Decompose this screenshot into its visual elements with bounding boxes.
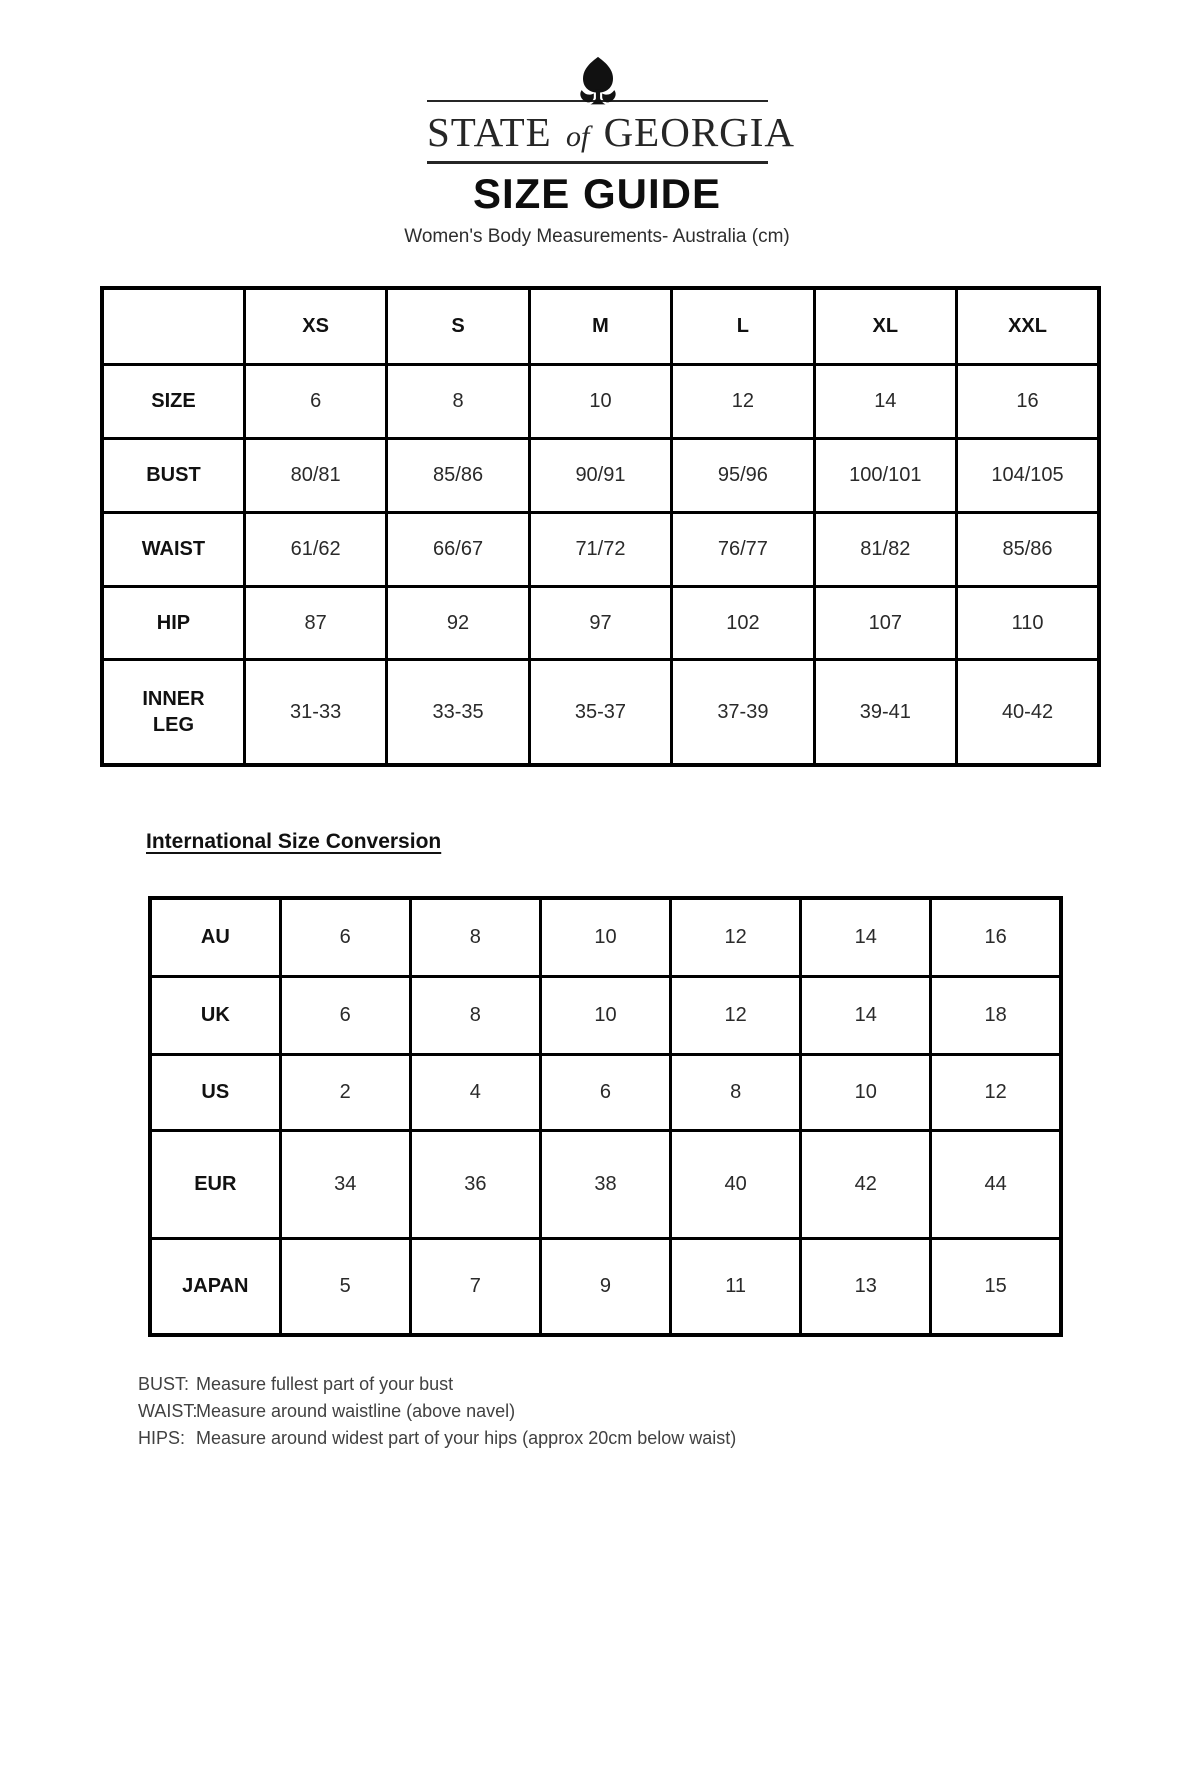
table-cell: 31-33 [244,659,386,765]
row-label-waist: WAIST [102,512,244,586]
table-cell: 6 [540,1054,670,1130]
table-row-hip [102,586,1099,659]
table-cell: 9 [540,1238,670,1335]
note-label-hips: HIPS: [138,1428,186,1448]
table-cell: 5 [280,1238,410,1335]
table-cell: 44 [931,1130,1061,1238]
header-cell-l: L [672,288,814,364]
table-cell: 18 [931,976,1061,1054]
conversion-heading: International Size Conversion [146,830,442,853]
table-cell: 38 [540,1130,670,1238]
table-cell: 8 [671,1054,801,1130]
table-cell: 34 [280,1130,410,1238]
table-cell: 80/81 [244,438,386,512]
row-label-us: US [150,1054,280,1130]
table-cell: 92 [387,586,529,659]
measuring-notes [138,1371,736,1452]
row-label-size: SIZE [102,364,244,438]
table-cell: 40 [671,1130,801,1238]
note-text-waist: Measure around waistline (above navel) [196,1401,516,1421]
measurement-table [100,286,1101,767]
table-cell: 6 [280,976,410,1054]
table-cell: 10 [540,976,670,1054]
row-label-bust: BUST [102,438,244,512]
table-cell: 10 [529,364,671,438]
table-cell: 90/91 [529,438,671,512]
table-cell: 81/82 [814,512,956,586]
table-cell: 97 [529,586,671,659]
table-cell: 10 [540,898,670,976]
table-header-row [102,288,1099,364]
table-cell: 12 [931,1054,1061,1130]
table-cell: 14 [801,898,931,976]
table-cell: 16 [957,364,1099,438]
brand-word-of: of [565,120,590,153]
table-cell: 10 [801,1054,931,1130]
brand-word-georgia: GEORGIA [603,109,796,155]
table-cell: 76/77 [672,512,814,586]
table-cell: 100/101 [814,438,956,512]
table-cell: 14 [801,976,931,1054]
header-cell-xxl: XXL [957,288,1099,364]
header-cell-empty [102,288,244,364]
table-cell: 15 [931,1238,1061,1335]
table-cell: 107 [814,586,956,659]
page-subtitle: Women's Body Measurements- Australia (cm) [404,226,790,247]
table-row-waist [102,512,1099,586]
tree-icon [571,56,625,106]
table-cell: 6 [280,898,410,976]
table-cell: 95/96 [672,438,814,512]
table-cell: 104/105 [957,438,1099,512]
table-cell: 85/86 [957,512,1099,586]
table-row-au [150,898,1061,976]
table-cell: 11 [671,1238,801,1335]
table-cell: 42 [801,1130,931,1238]
table-cell: 71/72 [529,512,671,586]
table-row-uk [150,976,1061,1054]
row-label-japan: JAPAN [150,1238,280,1335]
row-label-eur: EUR [150,1130,280,1238]
table-row-eur [150,1130,1061,1238]
header-cell-s: S [387,288,529,364]
page-title: SIZE GUIDE [472,170,722,217]
brand-name [427,109,796,155]
table-cell: 8 [410,976,540,1054]
table-cell: 36 [410,1130,540,1238]
table-cell: 8 [410,898,540,976]
brand-word-state: STATE [427,109,552,155]
table-cell: 2 [280,1054,410,1130]
table-cell: 14 [814,364,956,438]
table-cell: 6 [244,364,386,438]
table-row-japan [150,1238,1061,1335]
note-text-bust: Measure fullest part of your bust [196,1374,454,1394]
table-cell: 39-41 [814,659,956,765]
header-cell-xs: XS [244,288,386,364]
note-label-waist: WAIST: [138,1401,198,1421]
row-label-hip: HIP [102,586,244,659]
table-cell: 33-35 [387,659,529,765]
table-cell: 16 [931,898,1061,976]
table-cell: 40-42 [957,659,1099,765]
table-row-bust [102,438,1099,512]
table-cell: 66/67 [387,512,529,586]
header-cell-xl: XL [814,288,956,364]
logo-bottom-rule [427,161,768,164]
table-cell: 12 [671,898,801,976]
table-row-inner-leg [102,659,1099,765]
table-cell: 8 [387,364,529,438]
table-row-size [102,364,1099,438]
table-cell: 12 [671,976,801,1054]
table-cell: 13 [801,1238,931,1335]
table-row-us [150,1054,1061,1130]
table-cell: 85/86 [387,438,529,512]
logo-top-row [427,56,768,104]
row-label-uk: UK [150,976,280,1054]
table-cell: 87 [244,586,386,659]
table-cell: 35-37 [529,659,671,765]
table-cell: 7 [410,1238,540,1335]
row-label-inner-leg: INNER LEG [102,659,244,765]
brand-logo [427,56,796,164]
conversion-table [148,896,1063,1337]
table-cell: 110 [957,586,1099,659]
table-cell: 61/62 [244,512,386,586]
note-label-bust: BUST: [138,1374,190,1394]
row-label-au: AU [150,898,280,976]
table-cell: 102 [672,586,814,659]
table-cell: 37-39 [672,659,814,765]
header-cell-m: M [529,288,671,364]
note-text-hips: Measure around widest part of your hips (approx 20cm below waist) [196,1428,737,1448]
table-cell: 4 [410,1054,540,1130]
table-cell: 12 [672,364,814,438]
